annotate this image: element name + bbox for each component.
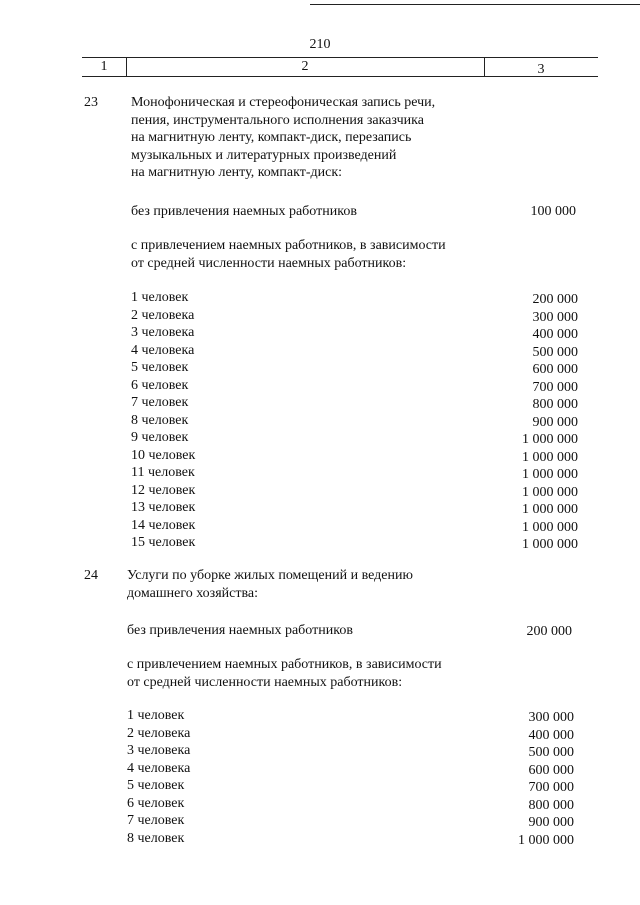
tier-amount: 500 000 <box>528 745 574 760</box>
tier-qty: 6 человек <box>127 795 185 811</box>
tier-amount: 1 000 000 <box>522 484 578 500</box>
tier-amount: 700 000 <box>528 780 574 795</box>
tier-qty: 13 человек <box>131 500 196 515</box>
tier-qty-list <box>127 707 327 847</box>
no-workers-amount: 100 000 <box>530 204 576 219</box>
tier-amount: 1 000 000 <box>522 537 578 552</box>
tier-qty: 1 человек <box>131 290 189 305</box>
tier-qty: 1 человек <box>127 708 185 723</box>
tier-amount: 800 000 <box>528 797 574 813</box>
tier-amount: 1 000 000 <box>522 467 578 482</box>
item-title: Монофоническая и стереофоническая запись речи, пения, инструментального исполнения заказчика на магнитную ленту, компакт-диск, перезапись музыкальных и литературных произведений на магнитную ленту, компакт-диск: <box>131 95 436 180</box>
tier-qty: 7 человек <box>131 395 189 410</box>
tier-amount: 1 000 000 <box>518 832 574 848</box>
no-workers-label: без привлечения наемных работников <box>127 623 353 638</box>
tier-amount: 700 000 <box>532 379 578 395</box>
tier-amount: 1 000 000 <box>522 519 578 535</box>
tier-amount: 1 000 000 <box>522 432 578 447</box>
column-header <box>82 57 598 77</box>
tier-qty: 2 человека <box>131 307 195 323</box>
tier-amount: 400 000 <box>528 727 574 743</box>
tier-qty: 9 человек <box>131 430 189 445</box>
tier-qty: 10 человек <box>131 447 196 463</box>
tier-amount: 900 000 <box>528 815 574 830</box>
tier-qty: 8 человек <box>131 412 189 428</box>
tier-amount: 400 000 <box>532 327 578 342</box>
tier-qty: 7 человек <box>127 813 185 828</box>
with-workers-label: с привлечением наемных работников, в зависимости от средней численности наемных работников: <box>127 657 442 690</box>
tier-qty: 5 человек <box>127 778 185 793</box>
with-workers-label: с привлечением наемных работников, в зависимости от средней численности наемных работников: <box>131 238 446 271</box>
item-number: 23 <box>84 95 98 110</box>
item-number: 24 <box>84 568 98 583</box>
tier-qty: 2 человека <box>127 725 191 741</box>
tier-amount: 1 000 000 <box>522 449 578 465</box>
tier-amount: 300 000 <box>532 309 578 325</box>
column-2-header: 2 <box>301 59 309 74</box>
tier-qty: 12 человек <box>131 482 196 498</box>
tier-amount: 200 000 <box>532 292 578 307</box>
tier-amount: 300 000 <box>528 710 574 725</box>
tier-qty: 4 человека <box>127 760 191 776</box>
column-3-header: 3 <box>537 62 545 77</box>
tier-amount-list <box>466 709 574 849</box>
tier-qty: 3 человека <box>127 743 191 758</box>
tier-qty-list <box>131 289 331 552</box>
page-number: 210 <box>309 37 331 52</box>
tier-qty: 4 человека <box>131 342 195 358</box>
tier-qty: 3 человека <box>131 325 195 340</box>
item-title: Услуги по уборке жилых помещений и ведению домашнего хозяйства: <box>127 568 413 601</box>
top-rule <box>310 4 640 5</box>
no-workers-label: без привлечения наемных работников <box>131 204 357 219</box>
tier-qty: 6 человек <box>131 377 189 393</box>
tier-amount: 500 000 <box>532 344 578 360</box>
tier-amount: 1 000 000 <box>522 502 578 517</box>
tier-amount: 600 000 <box>532 362 578 377</box>
tier-amount-list <box>470 291 578 554</box>
tier-qty: 5 человек <box>131 360 189 375</box>
tier-amount: 900 000 <box>532 414 578 430</box>
tier-qty: 14 человек <box>131 517 196 533</box>
tier-qty: 11 человек <box>131 465 195 480</box>
tier-qty: 15 человек <box>131 535 196 550</box>
tier-qty: 8 человек <box>127 830 185 846</box>
tier-amount: 800 000 <box>532 397 578 412</box>
column-1-header: 1 <box>100 59 108 74</box>
no-workers-amount: 200 000 <box>526 624 572 639</box>
tier-amount: 600 000 <box>528 762 574 778</box>
